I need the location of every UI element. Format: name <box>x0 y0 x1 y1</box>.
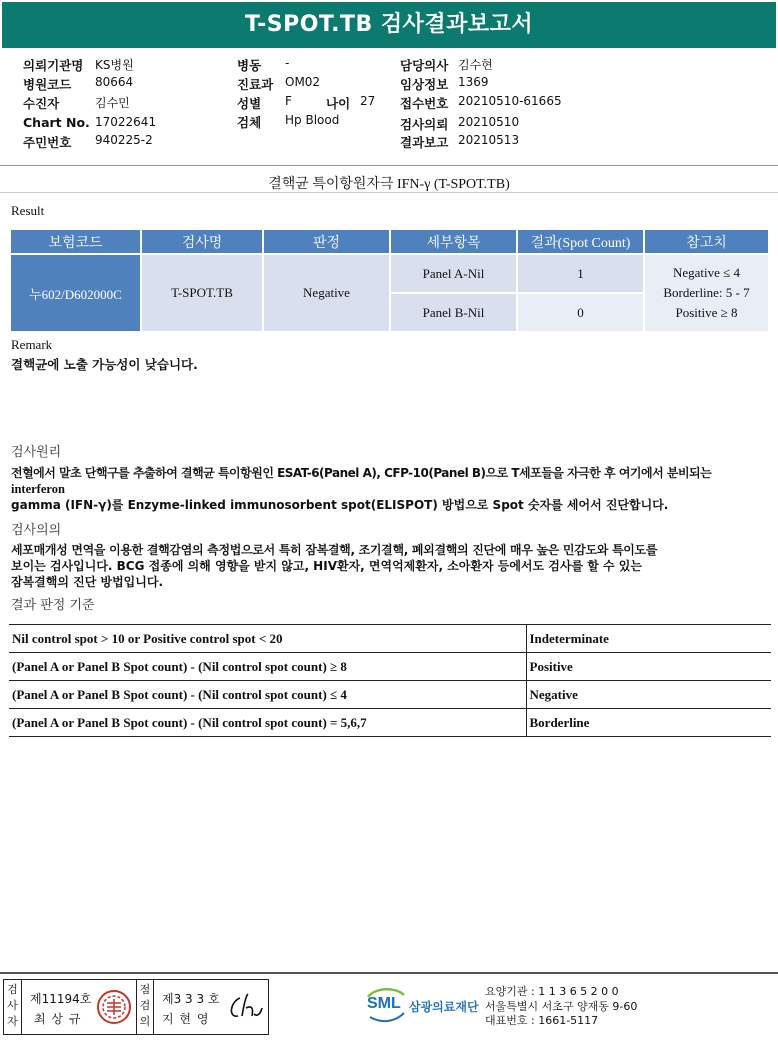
tester-label-text: 검사자 <box>7 983 18 1028</box>
tester-no: 제11194호 <box>30 992 92 1006</box>
principle-line-2: interferon <box>11 482 65 496</box>
reference-range <box>645 255 768 331</box>
ward-label: 병동 <box>237 58 262 73</box>
tester-name: 최 상 규 <box>34 1012 82 1026</box>
meaning-line-2: 보이는 검사입니다. BCG 접종에 의해 영향을 받지 않고, HIV환자, 면역억제환자, 소아환자 등에서도 검사를 할 수 있는 <box>11 559 642 573</box>
chart-label: Chart No. <box>23 115 90 130</box>
criteria-condition: (Panel A or Panel B Spot count) - (Nil control spot count) ≤ 4 <box>9 681 526 709</box>
age-label: 나이 <box>326 96 351 111</box>
patient-info <box>0 54 778 154</box>
criteria-row <box>9 709 771 737</box>
sex-label: 성별 <box>237 96 262 111</box>
resident-label: 주민번호 <box>23 135 72 150</box>
chart-value: 17022641 <box>95 115 157 129</box>
criteria-result: Positive <box>526 653 771 681</box>
hospital-label: 의뢰기관명 <box>23 58 84 73</box>
criteria-condition: Nil control spot > 10 or Positive control spot < 20 <box>9 625 526 653</box>
criteria-condition: (Panel A or Panel B Spot count) - (Nil control spot count) = 5,6,7 <box>9 709 526 737</box>
panel-a-value: 1 <box>518 255 643 292</box>
meaning-line-1: 세포매개성 면역을 이용한 결핵감염의 측정법으로서 특히 잠복결핵, 조기결핵, 폐외결핵의 진단에 매우 높은 민감도와 특이도를 <box>11 543 658 557</box>
remark-text: 결핵균에 노출 가능성이 낮습니다. <box>11 357 198 372</box>
clinical-label: 임상정보 <box>400 77 449 92</box>
doctor-value: 김수현 <box>458 58 493 72</box>
criteria-row <box>9 625 771 653</box>
reviewer-label <box>136 980 154 1034</box>
header-test: 검사명 <box>142 230 262 253</box>
report-date: 20210513 <box>458 133 520 147</box>
criteria-result: Indeterminate <box>526 625 771 653</box>
sml-logo-icon <box>366 987 406 1023</box>
criteria-result: Borderline <box>526 709 771 737</box>
code-label: 병원코드 <box>23 77 72 92</box>
result-label: Result <box>11 203 45 218</box>
reference-borderline: Borderline: 5 - 7 <box>663 285 750 300</box>
code-value: 80664 <box>95 75 134 89</box>
tester-label <box>4 980 22 1034</box>
principle-line-1: 전혈에서 말초 단핵구를 추출하여 결핵균 특이항원인 ESAT-6(Panel A), CFP-10(Panel B)으로 T세포들을 자극한 후 여기에서 분비되는 <box>11 466 712 480</box>
reviewer-label-text: 점검의 <box>139 983 151 1028</box>
criteria-label: 결과 판정 기준 <box>11 598 95 613</box>
reviewer-name: 지 현 영 <box>162 1012 210 1026</box>
insurance-code: 누602/D602000C <box>11 255 140 331</box>
sml-logo-text: SML <box>367 995 401 1012</box>
reviewer-signature-icon <box>226 990 264 1026</box>
criteria-row <box>9 653 771 681</box>
criteria-result: Negative <box>526 681 771 709</box>
age-value: 27 <box>360 94 376 108</box>
principle-label: 검사원리 <box>11 445 62 460</box>
signature-box <box>3 979 269 1035</box>
footer-divider <box>0 972 778 974</box>
principle-line-3: gamma (IFN-γ)를 Enzyme-linked immunosorbent spot(ELISPOT) 방법으로 Spot 숫자를 세어서 진단합니다. <box>11 498 669 512</box>
header-reference: 참고치 <box>645 230 768 253</box>
lab-contact <box>485 985 637 1029</box>
accession-label: 접수번호 <box>400 96 449 111</box>
dept-value: OM02 <box>285 75 321 89</box>
reviewer-no: 제3 3 3 호 <box>162 992 220 1006</box>
result-table <box>9 228 770 333</box>
doctor-label: 담당의사 <box>400 58 449 73</box>
specimen-label: 검체 <box>237 115 262 130</box>
lab-name: 삼광의료재단 <box>409 1000 479 1014</box>
header-item: 세부항목 <box>391 230 516 253</box>
specimen-value: Hp Blood <box>285 113 340 127</box>
test-name: T-SPOT.TB <box>142 255 262 331</box>
recipient-value: 김수민 <box>95 96 130 110</box>
remark-label: Remark <box>11 337 53 352</box>
clinical-value: 1369 <box>458 75 489 89</box>
lab-phone: 대표번호 : 1661-5117 <box>485 1014 599 1027</box>
ward-value: - <box>285 56 290 70</box>
criteria-table <box>9 624 771 737</box>
meaning-line-3: 잠복결핵의 진단 방법입니다. <box>11 575 164 589</box>
dept-label: 진료과 <box>237 77 274 92</box>
reference-negative: Negative ≤ 4 <box>672 265 741 280</box>
lab-address: 서울특별시 서초구 양재동 9-60 <box>485 999 638 1013</box>
request-label: 검사의뢰 <box>400 117 449 132</box>
lab-id: 요양기관 : 1 1 3 6 5 2 0 0 <box>485 985 619 998</box>
tester-seal-icon <box>96 989 132 1025</box>
header-divider <box>0 165 778 166</box>
hospital-value: KS병원 <box>95 58 134 72</box>
result-header-row <box>11 230 768 253</box>
panel-a-item: Panel A-Nil <box>391 255 516 292</box>
meaning-label: 검사의의 <box>11 523 62 538</box>
request-date: 20210510 <box>458 115 520 129</box>
recipient-label: 수진자 <box>23 96 60 111</box>
report-label: 결과보고 <box>400 135 449 150</box>
resident-value: 940225-2 <box>95 133 153 147</box>
result-row <box>11 255 768 292</box>
report-title: T-SPOT.TB 검사결과보고서 <box>2 2 776 48</box>
panel-b-value: 0 <box>518 294 643 331</box>
criteria-row <box>9 681 771 709</box>
sex-value: F <box>285 94 292 108</box>
header-result: 결과(Spot Count) <box>518 230 643 253</box>
test-subtitle: 결핵균 특이항원자극 IFN-γ (T-SPOT.TB) <box>268 177 510 192</box>
criteria-condition: (Panel A or Panel B Spot count) - (Nil control spot count) ≥ 8 <box>9 653 526 681</box>
judgement: Negative <box>264 255 389 331</box>
accession-value: 20210510-61665 <box>458 94 562 108</box>
reference-positive: Positive ≥ 8 <box>675 305 738 320</box>
panel-b-item: Panel B-Nil <box>391 294 516 331</box>
header-code: 보험코드 <box>11 230 140 253</box>
header-judgement: 판정 <box>264 230 389 253</box>
